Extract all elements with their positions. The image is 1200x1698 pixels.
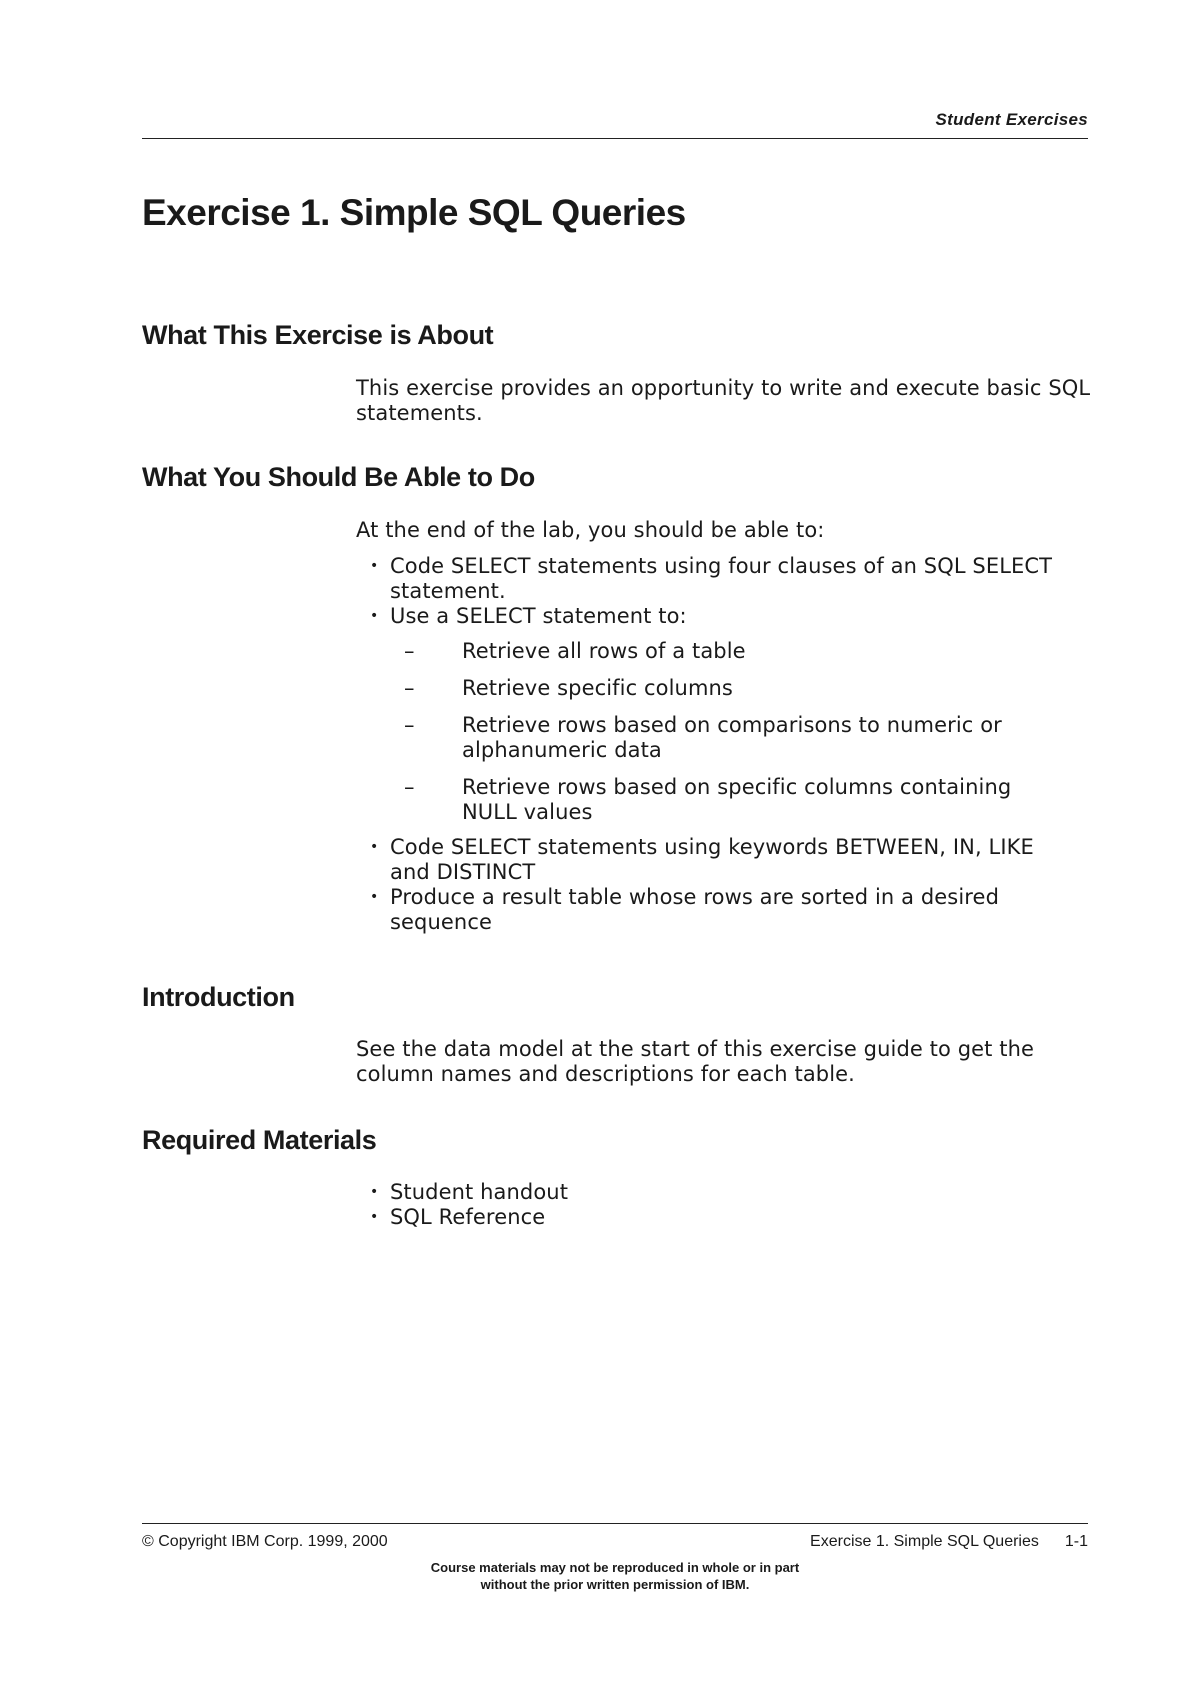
footer-chapter-title: Exercise 1. Simple SQL Queries xyxy=(810,1533,1039,1550)
list-item xyxy=(356,835,1096,885)
section-heading-materials: Required Materials xyxy=(142,1125,377,1155)
about-text: This exercise provides an opportunity to write and execute basic SQL statements. xyxy=(356,376,1091,425)
footer-page-number: 1-1 xyxy=(1064,1533,1088,1550)
bullet-icon: • xyxy=(370,839,379,855)
sub-list-item xyxy=(390,676,1096,701)
list-item xyxy=(356,1180,1096,1205)
bullet-icon: • xyxy=(370,1184,379,1200)
bullet-icon: • xyxy=(370,889,379,905)
bullet-icon: • xyxy=(370,1209,379,1225)
list-item xyxy=(356,885,1096,935)
introduction-text: See the data model at the start of this exercise guide to get the column names and descriptions for each table. xyxy=(356,1037,1035,1086)
list-item-text: Produce a result table whose rows are sorted in a desired sequence xyxy=(390,885,999,934)
section-heading-objectives: What You Should Be Able to Do xyxy=(142,462,535,492)
dash-icon: – xyxy=(404,639,415,663)
section-heading-introduction: Introduction xyxy=(142,982,295,1012)
about-body xyxy=(356,376,1096,426)
list-item xyxy=(356,554,1096,604)
objectives-intro: At the end of the lab, you should be able to: xyxy=(356,518,825,542)
list-item xyxy=(356,604,1096,825)
list-item-text: SQL Reference xyxy=(390,1205,546,1229)
dash-icon: – xyxy=(404,676,415,700)
sub-list-item xyxy=(390,775,1096,825)
footer-notice-line: without the prior written permission of IBM. xyxy=(480,1577,750,1592)
bullet-icon: • xyxy=(370,558,379,574)
footer-chapter-info xyxy=(700,1533,1088,1551)
running-header: Student Exercises xyxy=(935,110,1088,129)
section-heading-about: What This Exercise is About xyxy=(142,320,494,350)
sub-list-item-text: Retrieve rows based on comparisons to numeric or alphanumeric data xyxy=(462,713,1002,762)
objectives-list xyxy=(356,554,1096,935)
footer-legal-notice xyxy=(142,1559,1088,1593)
list-item xyxy=(356,1205,1096,1230)
sub-list xyxy=(390,639,1096,825)
materials-list xyxy=(356,1180,1096,1230)
materials-body xyxy=(356,1180,1096,1230)
bullet-icon: • xyxy=(370,608,379,624)
footer-copyright: © Copyright IBM Corp. 1999, 2000 xyxy=(142,1533,388,1550)
sub-list-item xyxy=(390,639,1096,664)
sub-list-item xyxy=(390,713,1096,763)
footer-rule xyxy=(142,1523,1088,1524)
dash-icon: – xyxy=(404,713,415,737)
header-rule xyxy=(142,138,1088,139)
sub-list-item-text: Retrieve rows based on specific columns containing NULL values xyxy=(462,775,1012,824)
footer-notice-line: Course materials may not be reproduced in whole or in part xyxy=(430,1560,800,1575)
introduction-body xyxy=(356,1037,1096,1087)
list-item-text: Code SELECT statements using four clauses of an SQL SELECT statement. xyxy=(390,554,1053,603)
page-title: Exercise 1. Simple SQL Queries xyxy=(142,192,686,233)
list-item-text: Student handout xyxy=(390,1180,569,1204)
sub-list-item-text: Retrieve specific columns xyxy=(462,676,733,700)
list-item-text: Use a SELECT statement to: xyxy=(390,604,687,628)
dash-icon: – xyxy=(404,775,415,799)
list-item-text: Code SELECT statements using keywords BETWEEN, IN, LIKE and DISTINCT xyxy=(390,835,1034,884)
objectives-body xyxy=(356,518,1096,935)
sub-list-item-text: Retrieve all rows of a table xyxy=(462,639,746,663)
